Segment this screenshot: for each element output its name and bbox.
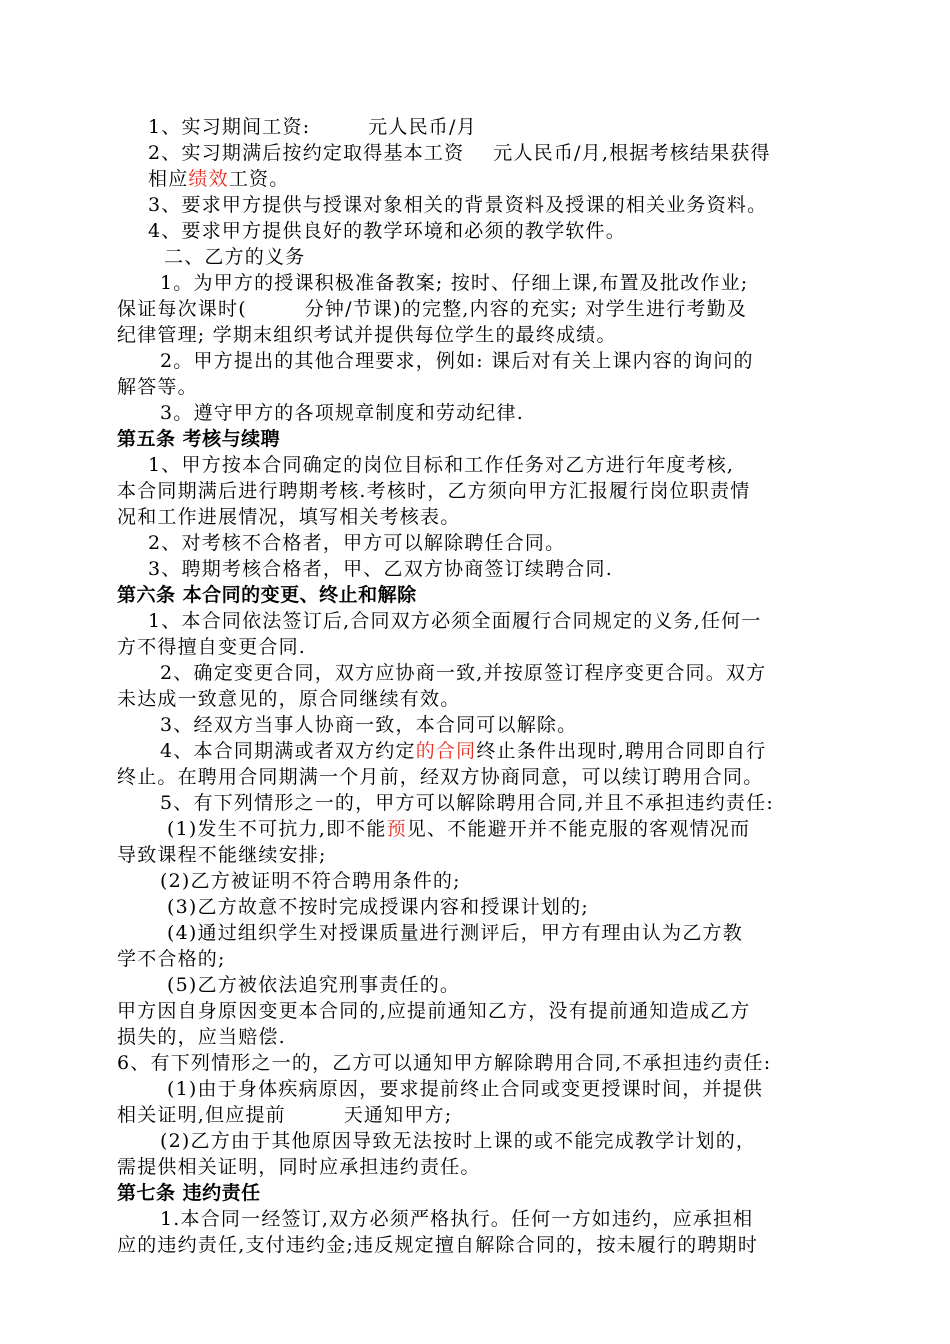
text-line: (3)乙方故意不按时完成授课内容和授课计划的; xyxy=(167,896,589,918)
text-line: 1、本合同依法签订后,合同双方必须全面履行合同规定的义务,任何一 xyxy=(148,610,762,632)
text-line: 3、要求甲方提供与授课对象相关的背景资料及授课的相关业务资料。 xyxy=(148,194,768,216)
text-line: 终止。在聘用合同期满一个月前，经双方协商同意，可以续订聘用合同。 xyxy=(117,766,764,788)
text-line: (4)通过组织学生对授课质量进行测评后，甲方有理由认为乙方教 xyxy=(167,922,743,944)
text-line: 学不合格的; xyxy=(117,948,226,970)
text-line: 1、实习期间工资: 元人民币/月 xyxy=(148,116,477,138)
highlighted-text: 的合同 xyxy=(415,740,477,762)
text-line: 2、确定变更合同，双方应协商一致,并按原签订程序变更合同。双方 xyxy=(160,662,767,684)
text-line: 2、实习期满后按约定取得基本工资 元人民币/月,根据考核结果获得 xyxy=(148,142,771,164)
text-span: 相应 xyxy=(148,168,189,190)
text-line: 解答等。 xyxy=(117,376,198,398)
text-line: 3、聘期考核合格者，甲、乙双方协商签订续聘合同. xyxy=(148,558,613,580)
text-line xyxy=(160,738,766,764)
text-line: 2。甲方提出的其他合理要求，例如: 课后对有关上课内容的询问的 xyxy=(160,350,754,372)
text-line: 5、有下列情形之一的，甲方可以解除聘用合同,并且不承担违约责任: xyxy=(160,792,774,814)
text-line xyxy=(167,816,750,842)
text-line: 需提供相关证明，同时应承担违约责任。 xyxy=(117,1156,481,1178)
text-line: 应的违约责任,支付违约金;违反规定擅自解除合同的，按未履行的聘期时 xyxy=(117,1234,759,1256)
highlighted-text: 预 xyxy=(386,818,407,840)
text-span: 见、不能避开并不能克服的客观情况而 xyxy=(406,818,751,840)
text-line: (2)乙方由于其他原因导致无法按时上课的或不能完成教学计划的， xyxy=(160,1130,757,1152)
text-span: 4、本合同期满或者双方约定 xyxy=(160,740,416,762)
text-line: 1、甲方按本合同确定的岗位目标和工作任务对乙方进行年度考核, xyxy=(148,454,735,476)
text-span: 工资。 xyxy=(228,168,290,190)
text-line: 损失的，应当赔偿. xyxy=(117,1026,286,1048)
text-line: 本合同期满后进行聘期考核.考核时，乙方须向甲方汇报履行岗位职责情 xyxy=(117,480,751,502)
text-line: 保证每次课时( 分钟/节课)的完整,内容的充实; 对学生进行考勤及 xyxy=(117,298,748,320)
text-line: 纪律管理; 学期末组织考试并提供每位学生的最终成绩。 xyxy=(117,324,617,346)
text-span: (1)发生不可抗力,即不能 xyxy=(167,818,387,840)
text-line: 6、有下列情形之一的，乙方可以通知甲方解除聘用合同,不承担违约责任: xyxy=(117,1052,772,1074)
text-line: 导致课程不能继续安排; xyxy=(117,844,327,866)
text-line: 况和工作进展情况，填写相关考核表。 xyxy=(117,506,461,528)
text-line: (1)由于身体疾病原因，要求提前终止合同或变更授课时间，并提供 xyxy=(167,1078,764,1100)
text-line: 1.本合同一经签订,双方必须严格执行。任何一方如违约，应承担相 xyxy=(160,1208,754,1230)
text-line xyxy=(148,166,289,192)
text-line: 3。遵守甲方的各项规章制度和劳动纪律. xyxy=(160,402,524,424)
text-line: 方不得擅自变更合同. xyxy=(117,636,307,658)
subheading: 二、乙方的义务 xyxy=(164,246,306,268)
section-heading-5: 第五条 考核与续聘 xyxy=(117,428,281,450)
text-line: 甲方因自身原因变更本合同的,应提前通知乙方，没有提前通知造成乙方 xyxy=(117,1000,751,1022)
text-line: 3、经双方当事人协商一致，本合同可以解除。 xyxy=(160,714,578,736)
text-line: 相关证明,但应提前 天通知甲方; xyxy=(117,1104,453,1126)
section-heading-7: 第七条 违约责任 xyxy=(117,1182,261,1204)
text-line: (5)乙方被依法追究刑事责任的。 xyxy=(167,974,461,996)
text-line: 1。为甲方的授课积极准备教案; 按时、仔细上课,布置及批改作业; xyxy=(160,272,749,294)
text-line: 4、要求甲方提供良好的教学环境和必须的教学软件。 xyxy=(148,220,626,242)
text-line: 2、对考核不合格者，甲方可以解除聘任合同。 xyxy=(148,532,566,554)
section-heading-6: 第六条 本合同的变更、终止和解除 xyxy=(117,584,417,606)
text-line: (2)乙方被证明不符合聘用条件的; xyxy=(160,870,461,892)
text-line: 未达成一致意见的，原合同继续有效。 xyxy=(117,688,461,710)
text-span: 终止条件出现时,聘用合同即自行 xyxy=(476,740,767,762)
highlighted-text: 绩效 xyxy=(188,168,229,190)
